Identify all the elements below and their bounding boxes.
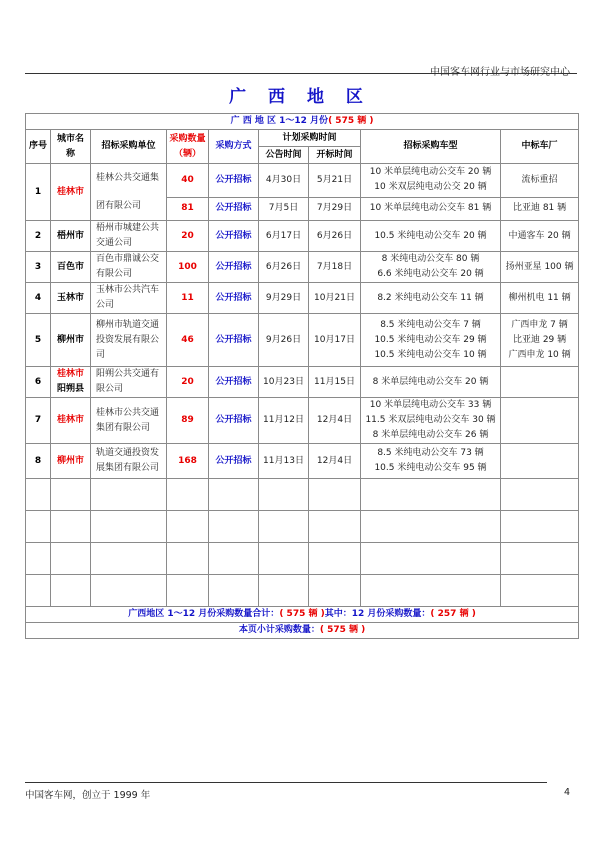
cell-city (51, 283, 91, 314)
col-winner: 中标车厂 (501, 130, 579, 164)
empty-cell (309, 511, 361, 543)
empty-cell (361, 479, 501, 511)
table-row (26, 252, 579, 283)
cell-winner (501, 314, 579, 367)
banner-label: 广 西 地 区 1～12 月份 (230, 116, 329, 126)
county-name: 阳朔县 (56, 384, 84, 394)
empty-cell (167, 479, 209, 511)
cell-method: 公开招标 (209, 444, 259, 479)
model-line: 10.5 米纯电动公交车 20 辆 (374, 230, 487, 241)
page-number: 4 (563, 787, 570, 798)
empty-cell (361, 543, 501, 575)
empty-cell (259, 479, 309, 511)
cell-open: 6月26日 (309, 221, 361, 252)
cell-open: 12月4日 (309, 444, 361, 479)
cell-seq: 3 (26, 252, 51, 283)
cell-qty: 20 (167, 367, 209, 398)
empty-cell (167, 575, 209, 607)
cell-model (361, 164, 501, 198)
empty-cell (51, 479, 91, 511)
empty-row (26, 511, 579, 543)
cell-seq: 8 (26, 444, 51, 479)
table-row (26, 221, 579, 252)
cell-model (361, 252, 501, 283)
empty-cell (26, 479, 51, 511)
empty-cell (91, 479, 167, 511)
subtotal-row (26, 623, 579, 639)
model-line: 8.5 米纯电动公交车 7 辆 (380, 319, 481, 330)
model-line: 10 米双层纯电动公交 20 辆 (374, 182, 487, 193)
cell-announce: 9月26日 (259, 314, 309, 367)
winner-line: 流标重招 (521, 174, 558, 185)
procurement-table (25, 113, 579, 639)
cell-city (51, 444, 91, 479)
city-name: 玉林市 (56, 292, 84, 303)
cell-seq: 4 (26, 283, 51, 314)
empty-row (26, 479, 579, 511)
table-row (26, 283, 579, 314)
cell-method: 公开招标 (209, 197, 259, 220)
banner-row (26, 114, 579, 130)
col-announce: 公告时间 (259, 147, 309, 164)
empty-cell (91, 511, 167, 543)
model-line: 10.5 米纯电动公交车 95 辆 (374, 463, 487, 473)
page-title: 广 西 地 区 (229, 87, 371, 107)
col-open: 开标时间 (309, 147, 361, 164)
cell-open: 11月15日 (309, 367, 361, 398)
cell-announce: 6月17日 (259, 221, 309, 252)
cell-qty: 40 (167, 164, 209, 198)
empty-row (26, 575, 579, 607)
empty-cell (51, 511, 91, 543)
empty-cell (91, 575, 167, 607)
cell-model (361, 197, 501, 220)
december-label: 其中：12 月份采购数量： (324, 609, 431, 619)
cell-city (51, 252, 91, 283)
empty-cell (501, 575, 579, 607)
city-name: 桂林市 (56, 415, 84, 425)
cell-open: 10月21日 (309, 283, 361, 314)
cell-model (361, 444, 501, 479)
model-line: 8 米纯电动公交车 80 辆 (381, 254, 480, 264)
cell-announce: 9月29日 (259, 283, 309, 314)
col-model: 招标采购车型 (361, 130, 501, 164)
winner-line: 中通客车 20 辆 (508, 230, 571, 241)
cell-city (51, 314, 91, 367)
cell-city (51, 221, 91, 252)
cell-seq: 6 (26, 367, 51, 398)
city-name: 梧州市 (56, 230, 84, 241)
cell-method: 公开招标 (209, 314, 259, 367)
cell-city (51, 398, 91, 444)
cell-method: 公开招标 (209, 398, 259, 444)
table-row (26, 314, 579, 367)
model-line: 10 米单层纯电动公交车 81 辆 (369, 203, 492, 214)
cell-model (361, 367, 501, 398)
city-name: 桂林市 (56, 369, 84, 379)
cell-unit: 桂林市公共交通集团有限公司 (91, 398, 167, 444)
model-line: 10.5 米纯电动公交车 29 辆 (374, 334, 487, 345)
cell-open: 7月18日 (309, 252, 361, 283)
cell-qty: 168 (167, 444, 209, 479)
empty-cell (361, 575, 501, 607)
cell-winner (501, 283, 579, 314)
model-line: 6.6 米纯电动公交车 20 辆 (377, 269, 484, 279)
table-row (26, 398, 579, 444)
table-banner (26, 114, 579, 130)
col-seq: 序号 (26, 130, 51, 164)
winner-line: 扬州亚星 100 辆 (505, 261, 574, 272)
footer-rule (25, 782, 547, 783)
cell-open: 7月29日 (309, 197, 361, 220)
winner-line: 广西申龙 10 辆 (508, 349, 571, 360)
empty-cell (309, 543, 361, 575)
cell-seq: 1 (26, 164, 51, 221)
total-value: ( 575 辆 ) (279, 609, 325, 619)
winner-line: 比亚迪 81 辆 (512, 203, 567, 214)
empty-cell (209, 479, 259, 511)
empty-cell (167, 511, 209, 543)
cell-method: 公开招标 (209, 283, 259, 314)
cell-announce: 4月30日 (259, 164, 309, 198)
cell-unit: 百色市鼎诚公交有限公司 (91, 252, 167, 283)
winner-line: 柳州机电 11 辆 (508, 292, 571, 303)
cell-model (361, 398, 501, 444)
model-line: 8.2 米纯电动公交车 11 辆 (377, 292, 484, 303)
subtotal-value: ( 575 辆 ) (319, 625, 366, 635)
cell-open: 5月21日 (309, 164, 361, 198)
col-method: 采购方式 (209, 130, 259, 164)
cell-open: 12月4日 (309, 398, 361, 444)
cell-unit: 桂林公共交通集团有限公司 (91, 164, 167, 221)
cell-winner (501, 221, 579, 252)
cell-seq: 5 (26, 314, 51, 367)
empty-cell (91, 543, 167, 575)
table-row (26, 367, 579, 398)
cell-method: 公开招标 (209, 367, 259, 398)
cell-qty: 46 (167, 314, 209, 367)
cell-model (361, 314, 501, 367)
cell-announce: 7月5日 (259, 197, 309, 220)
header-rule (25, 73, 577, 74)
col-time-group: 计划采购时间 (259, 130, 361, 147)
empty-cell (209, 543, 259, 575)
cell-unit: 阳朔公共交通有限公司 (91, 367, 167, 398)
banner-total: ( 575 辆 ) (328, 116, 374, 126)
empty-cell (501, 511, 579, 543)
cell-announce: 11月12日 (259, 398, 309, 444)
cell-winner (501, 444, 579, 479)
empty-cell (259, 543, 309, 575)
cell-seq: 2 (26, 221, 51, 252)
cell-unit: 轨道交通投资发展集团有限公司 (91, 444, 167, 479)
cell-unit: 梧州市城建公共交通公司 (91, 221, 167, 252)
model-line: 8.5 米纯电动公交车 73 辆 (377, 448, 484, 458)
cell-qty: 81 (167, 197, 209, 220)
model-line: 8 米单层纯电动公交车 20 辆 (372, 376, 489, 387)
cell-winner (501, 398, 579, 444)
model-line: 10 米单层纯电动公交车 20 辆 (369, 167, 492, 178)
cell-seq: 7 (26, 398, 51, 444)
cell-announce: 11月13日 (259, 444, 309, 479)
model-line: 8 米单层纯电动公交车 26 辆 (372, 430, 489, 440)
footer-text: 中国客车网，创立于 1999 年 (25, 790, 151, 801)
model-line: 10.5 米纯电动公交车 10 辆 (374, 349, 487, 360)
empty-cell (309, 479, 361, 511)
cell-method: 公开招标 (209, 252, 259, 283)
cell-announce: 6月26日 (259, 252, 309, 283)
cell-unit: 柳州市轨道交通投资发展有限公司 (91, 314, 167, 367)
empty-cell (501, 543, 579, 575)
cell-model (361, 221, 501, 252)
city-name: 柳州市 (56, 334, 84, 345)
table-row (26, 164, 579, 198)
total-cell (26, 607, 579, 623)
cell-winner (501, 197, 579, 220)
empty-cell (26, 511, 51, 543)
cell-city (51, 164, 91, 221)
winner-line: 比亚迪 29 辆 (512, 334, 567, 345)
subtotal-label: 本页小计采购数量： (238, 625, 320, 635)
empty-cell (501, 479, 579, 511)
city-name: 柳州市 (56, 455, 84, 466)
empty-cell (26, 575, 51, 607)
cell-winner (501, 252, 579, 283)
cell-unit: 玉林市公共汽车公司 (91, 283, 167, 314)
empty-cell (259, 511, 309, 543)
cell-announce: 10月23日 (259, 367, 309, 398)
city-name: 百色市 (56, 261, 84, 272)
empty-cell (51, 543, 91, 575)
city-name: 桂林市 (56, 186, 84, 197)
col-unit: 招标采购单位 (91, 130, 167, 164)
cell-open: 10月17日 (309, 314, 361, 367)
column-header-row (26, 130, 579, 147)
model-line: 11.5 米双层纯电动公交车 30 辆 (365, 415, 496, 425)
model-line: 10 米单层纯电动公交车 33 辆 (369, 400, 492, 410)
total-label: 广西地区 1～12 月份采购数量合计： (128, 609, 280, 619)
cell-method: 公开招标 (209, 164, 259, 198)
empty-cell (361, 511, 501, 543)
subtotal-cell (26, 623, 579, 639)
cell-model (361, 283, 501, 314)
total-row (26, 607, 579, 623)
empty-cell (209, 575, 259, 607)
empty-cell (26, 543, 51, 575)
cell-winner (501, 367, 579, 398)
empty-cell (259, 575, 309, 607)
cell-city (51, 367, 91, 398)
cell-qty: 89 (167, 398, 209, 444)
empty-cell (209, 511, 259, 543)
empty-cell (51, 575, 91, 607)
cell-method: 公开招标 (209, 221, 259, 252)
cell-winner (501, 164, 579, 198)
header-org: 中国客车网行业与市场研究中心 (430, 67, 570, 78)
empty-row (26, 543, 579, 575)
cell-qty: 20 (167, 221, 209, 252)
december-value: ( 257 辆 ) (430, 609, 476, 619)
col-city: 城市名称 (51, 130, 91, 164)
cell-qty: 100 (167, 252, 209, 283)
col-qty: 采购数量（辆） (167, 130, 209, 164)
empty-cell (309, 575, 361, 607)
empty-cell (167, 543, 209, 575)
winner-line: 广西申龙 7 辆 (511, 319, 568, 330)
table-row (26, 444, 579, 479)
cell-qty: 11 (167, 283, 209, 314)
